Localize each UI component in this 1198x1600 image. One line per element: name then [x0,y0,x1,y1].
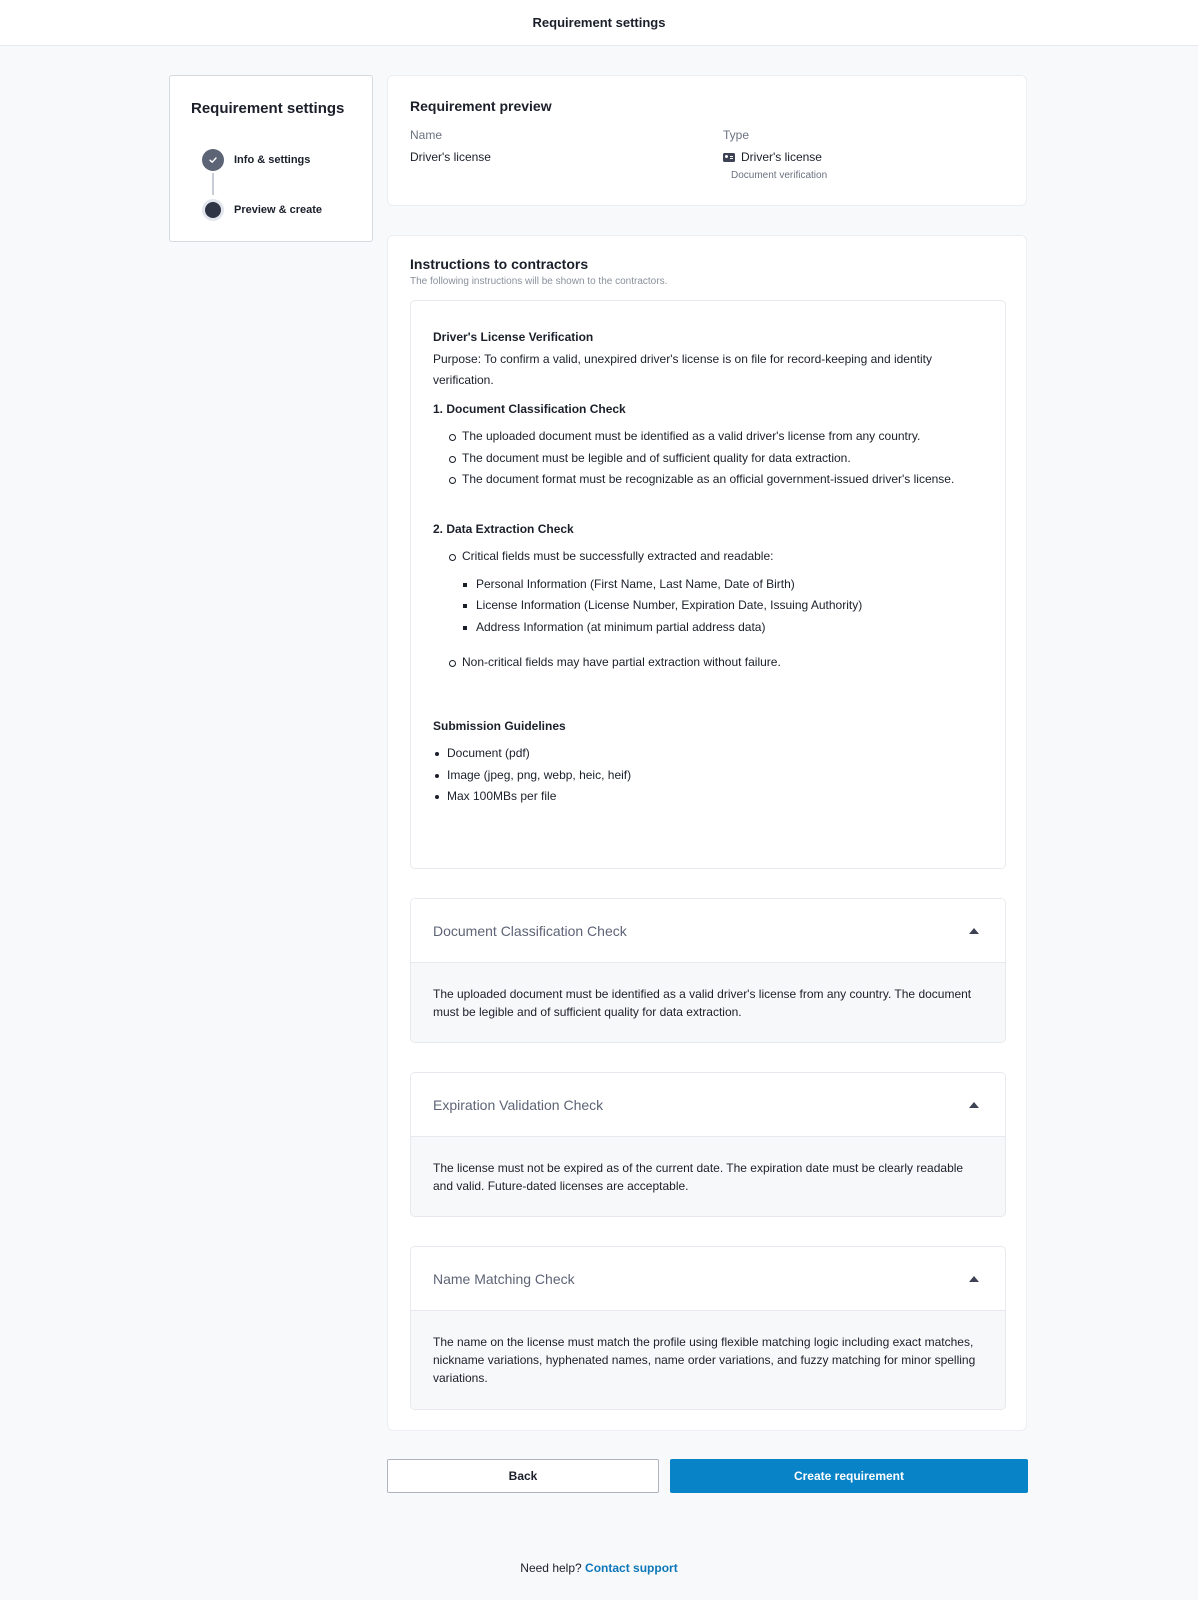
accordion-header[interactable] [411,1073,1005,1137]
list-item: License Information (License Number, Expiration Date, Issuing Authority) [463,595,983,617]
list-item: The document must be legible and of sufficient quality for data extraction. [449,448,983,470]
list-item: Address Information (at minimum partial address data) [463,617,983,639]
section1-title: 1. Document Classification Check [433,401,626,416]
accordion-title: Document Classification Check [433,922,627,939]
accordion-header[interactable] [411,899,1005,963]
instructions-document [410,300,1006,869]
list-item: The document format must be recognizable as an official government-issued driver's license. [449,469,983,491]
list-item: Critical fields must be successfully extracted and readable: [449,546,983,568]
chevron-up-icon[interactable] [969,928,979,934]
guidelines-title: Submission Guidelines [433,718,566,733]
list-item: Image (jpeg, png, webp, heic, heif) [433,765,983,787]
accordion-title: Expiration Validation Check [433,1096,604,1113]
accordion-title: Name Matching Check [433,1270,575,1287]
doc-purpose: Purpose: To confirm a valid, unexpired driver's license is on file for record-keeping and identity verification. [433,351,932,387]
preview-title: Requirement preview [410,98,552,114]
type-value: Driver's license [741,150,822,164]
step-info-settings[interactable] [202,149,310,171]
section2-list-cont [449,652,983,674]
instructions-subtitle: The following instructions will be shown to the contractors. [410,276,668,287]
help-text: Need help? [520,1561,582,1575]
name-label: Name [410,128,443,142]
check-accordion [410,1246,1006,1410]
section1-list [449,426,983,491]
check-accordion [410,898,1006,1043]
accordion-body: The name on the license must match the profile using flexible matching logic including exact matches, nickname variations, hyphenated names, name order variations, and fuzzy matching for minor spelling variations. [411,1311,1005,1409]
doc-heading: Driver's License Verification [433,330,594,344]
check-accordion [410,1072,1006,1217]
page-title: Requirement settings [532,15,666,30]
list-item: Document (pdf) [433,743,983,765]
list-item: Non-critical fields may have partial extraction without failure. [449,652,983,674]
step-label: Info & settings [234,154,311,166]
id-card-icon [723,153,735,162]
contact-support-link[interactable]: Contact support [585,1561,678,1575]
step-label: Preview & create [234,204,323,216]
accordion-body: The uploaded document must be identified as a valid driver's license from any country. The document must be legible and of sufficient quality for data extraction. [411,963,1005,1043]
type-value-row [723,150,827,164]
type-sub: Document verification [731,170,828,181]
list-item: Personal Information (First Name, Last Name, Date of Birth) [463,574,983,596]
accordion-body: The license must not be expired as of the current date. The expiration date must be clearly readable and valid. Future-dated licenses are acceptable. [411,1137,1005,1217]
step-current-dot [202,199,224,221]
back-button[interactable]: Back [387,1459,659,1493]
chevron-up-icon[interactable] [969,1102,979,1108]
chevron-up-icon[interactable] [969,1276,979,1282]
create-requirement-button[interactable]: Create requirement [670,1459,1028,1493]
step-complete-dot [202,149,224,171]
section2-sublist [463,574,983,639]
instructions-card [387,235,1027,1431]
top-bar [0,0,1198,46]
section2-title: 2. Data Extraction Check [433,521,574,536]
section2-list [449,546,983,568]
requirement-preview-card [387,75,1027,206]
checkmark-icon [208,155,218,165]
name-value: Driver's license [410,150,491,164]
stepper-card [169,75,373,242]
step-preview-create[interactable] [202,199,322,221]
step-connector [212,173,214,195]
list-item: The uploaded document must be identified as a valid driver's license from any country. [449,426,983,448]
help-footer [0,1561,1198,1575]
stepper-title: Requirement settings [191,100,345,117]
instructions-title: Instructions to contractors [410,256,589,272]
guidelines-list [433,743,983,808]
type-label: Type [723,128,750,142]
accordion-header[interactable] [411,1247,1005,1311]
list-item: Max 100MBs per file [433,786,983,808]
